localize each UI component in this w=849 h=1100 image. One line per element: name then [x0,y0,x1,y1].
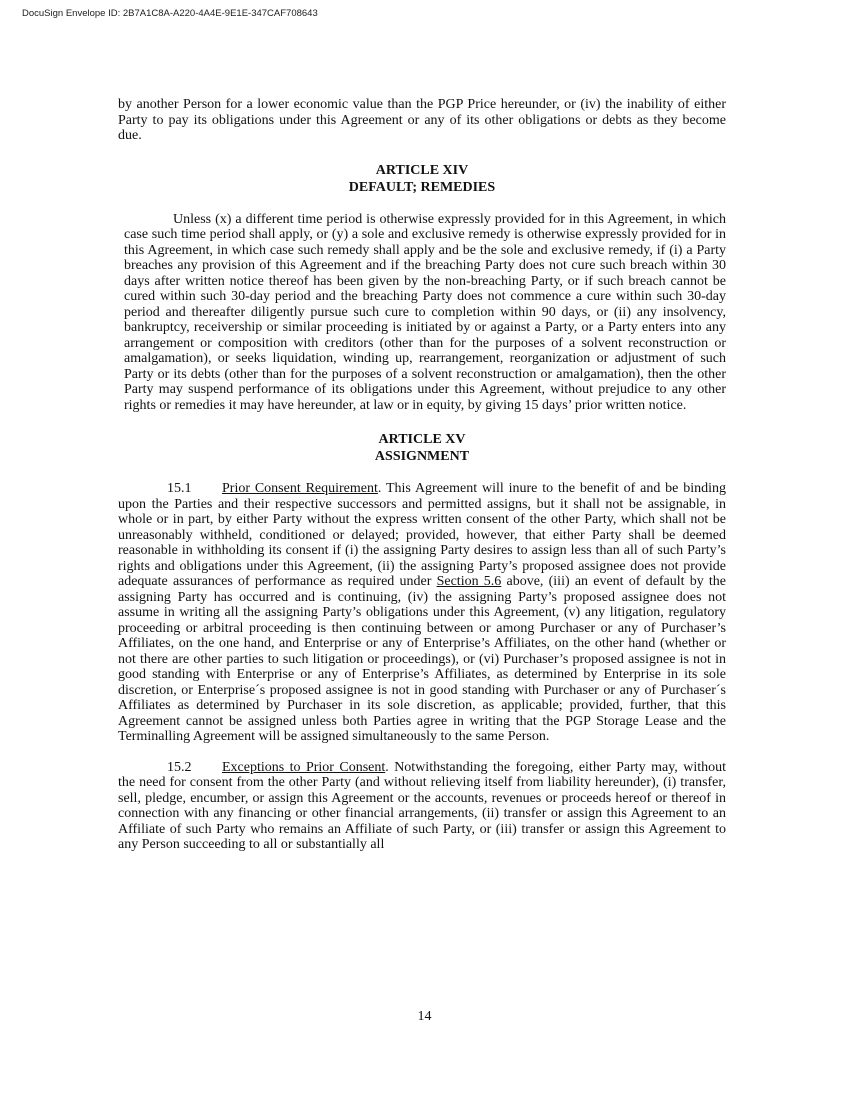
section-15-2-text: . Notwithstanding the foregoing, either Party may, without the need for consent from the other Party (and without relieving itself from liability hereunder), (i) transfer, sell, pledge, encumber, or assign this Agreement or the accounts, revenues or proceeds hereof or thereof in connection with any financing or other financial arrangements, (ii) transfer or assign this Agreement to an Affiliate of such Party who remains an Affiliate of such Party, or (iii) transfer or assign this Agreement to any Person succeeding to all or substantially all [118,759,726,852]
section-15-1 [118,481,726,745]
page-number: 14 [417,1009,432,1024]
article-14-number: ARTICLE XIV [375,162,469,178]
docusign-envelope-id: DocuSign Envelope ID: 2B7A1C8A-A220-4A4E-9E1E-347CAF708643 [22,8,318,19]
article-15-heading [118,431,726,465]
section-15-1-text-a: . This Agreement will inure to the benefit of and be binding upon the Parties and their respective successors and permitted assigns, but it shall not be assignable, in whole or in part, by either Party without the express written consent of the other Party, which shall not be unreasonably withheld, conditioned or delayed; provided, however, that either Party shall be deemed reasonable in withholding its consent if (i) the assigning Party desires to assign less than all of such Party’s rights and obligations under this Agreement, (ii) the assigning Party’s proposed assignee does not provide adequate assurances of performance as required under [118,481,726,589]
section-5-6-reference: Section 5.6 [436,574,502,589]
article-15-title: ASSIGNMENT [374,449,470,464]
section-15-1-text-b: above, (iii) an event of default by the assigning Party has occurred and is continuing, (iv) the assigning Party’s proposed assignee does not assume in writing all the assigning Party’s obligations under this Agreement, (v) any litigation, regulatory proceeding or arbitral proceeding is then continuing between or among Purchaser or any of Purchaser’s Affiliates, on the one hand, and Enterprise or any of Enterprise’s Affiliates, on the other hand (whether or not there are other parties to such litigation or proceedings), or (vi) Purchaser’s proposed assignee is not in good standing with Enterprise or any of Enterprise’s Affiliates, as determined by Enterprise in its sole discretion, or Enterprise´s proposed assignee is not in good standing with Purchaser or any of Purchaser´s Affiliates as determined by Purchaser in its sole discretion, as applicable; provided, further, that this Agreement cannot be assigned unless both Parties agree in writing that the PGP Storage Lease and the Terminalling Agreement will be assigned simultaneously to the same Person. [118,574,726,744]
section-15-1-heading: Prior Consent Requirement [222,481,378,496]
document-body [118,97,726,853]
section-15-2-number: 15.2 [167,759,192,775]
article-14-title: DEFAULT; REMEDIES [348,179,496,195]
intro-paragraph: by another Person for a lower economic value than the PGP Price hereunder, or (iv) the inability of either Party to pay its obligations under this Agreement or any of its other obligations or debts as they become due. [118,97,726,143]
section-15-2 [118,760,726,853]
section-15-2-heading: Exceptions to Prior Consent [222,759,386,775]
article-14-body: Unless (x) a different time period is otherwise expressly provided for in this Agreement, in which case such time period shall apply, or (y) a sole and exclusive remedy is otherwise expressly provided for in this Agreement, in which case such remedy shall apply and be the sole and exclusive remedy, if (i) a Party breaches any provision of this Agreement and if the breaching Party does not cure such breach within 30 days after written notice thereof has been given by the non-breaching Party, or if such breach cannot be cured within such 30-day period and the breaching Party does not commence a cure within such 30-day period and thereafter diligently pursue such cure to completion within 90 days, or (ii) any insolvency, bankruptcy, receivership or similar proceeding is initiated by or against a Party, or a Party enters into any arrangement or composition with creditors (other than for the purposes of a solvent reconstruction or amalgamation), or seeks liquidation, winding up, rearrangement, reorganization or adjustment of such Party or its debts (other than for the purposes of a solvent reconstruction or amalgamation), then the other Party may suspend performance of its obligations under this Agreement, without prejudice to any other rights or remedies it may have hereunder, at law or in equity, by giving 15 days’ prior written notice. [124,211,726,413]
article-14-heading [118,162,726,196]
article-15-number: ARTICLE XV [378,432,466,447]
section-15-1-number: 15.1 [167,481,192,496]
